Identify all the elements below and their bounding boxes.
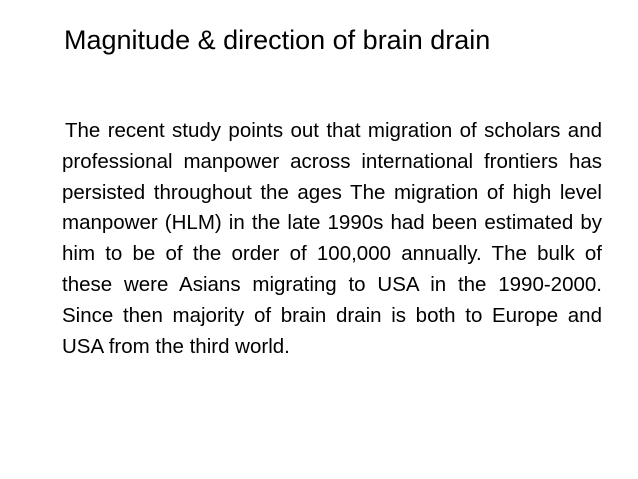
- slide-body-text: The recent study points out that migration of scholars and professional manpower across international frontiers has persisted throughout the ages The migration of high level manpower (HLM) in the late 1990s had been estimated by him to be of the order of 100,000 annually. The bulk of these were Asians migrating to USA in the 1990-2000. Since then majority of brain drain is both to Europe and USA from the third world.: [62, 119, 602, 358]
- slide-title: Magnitude & direction of brain drain: [64, 25, 491, 55]
